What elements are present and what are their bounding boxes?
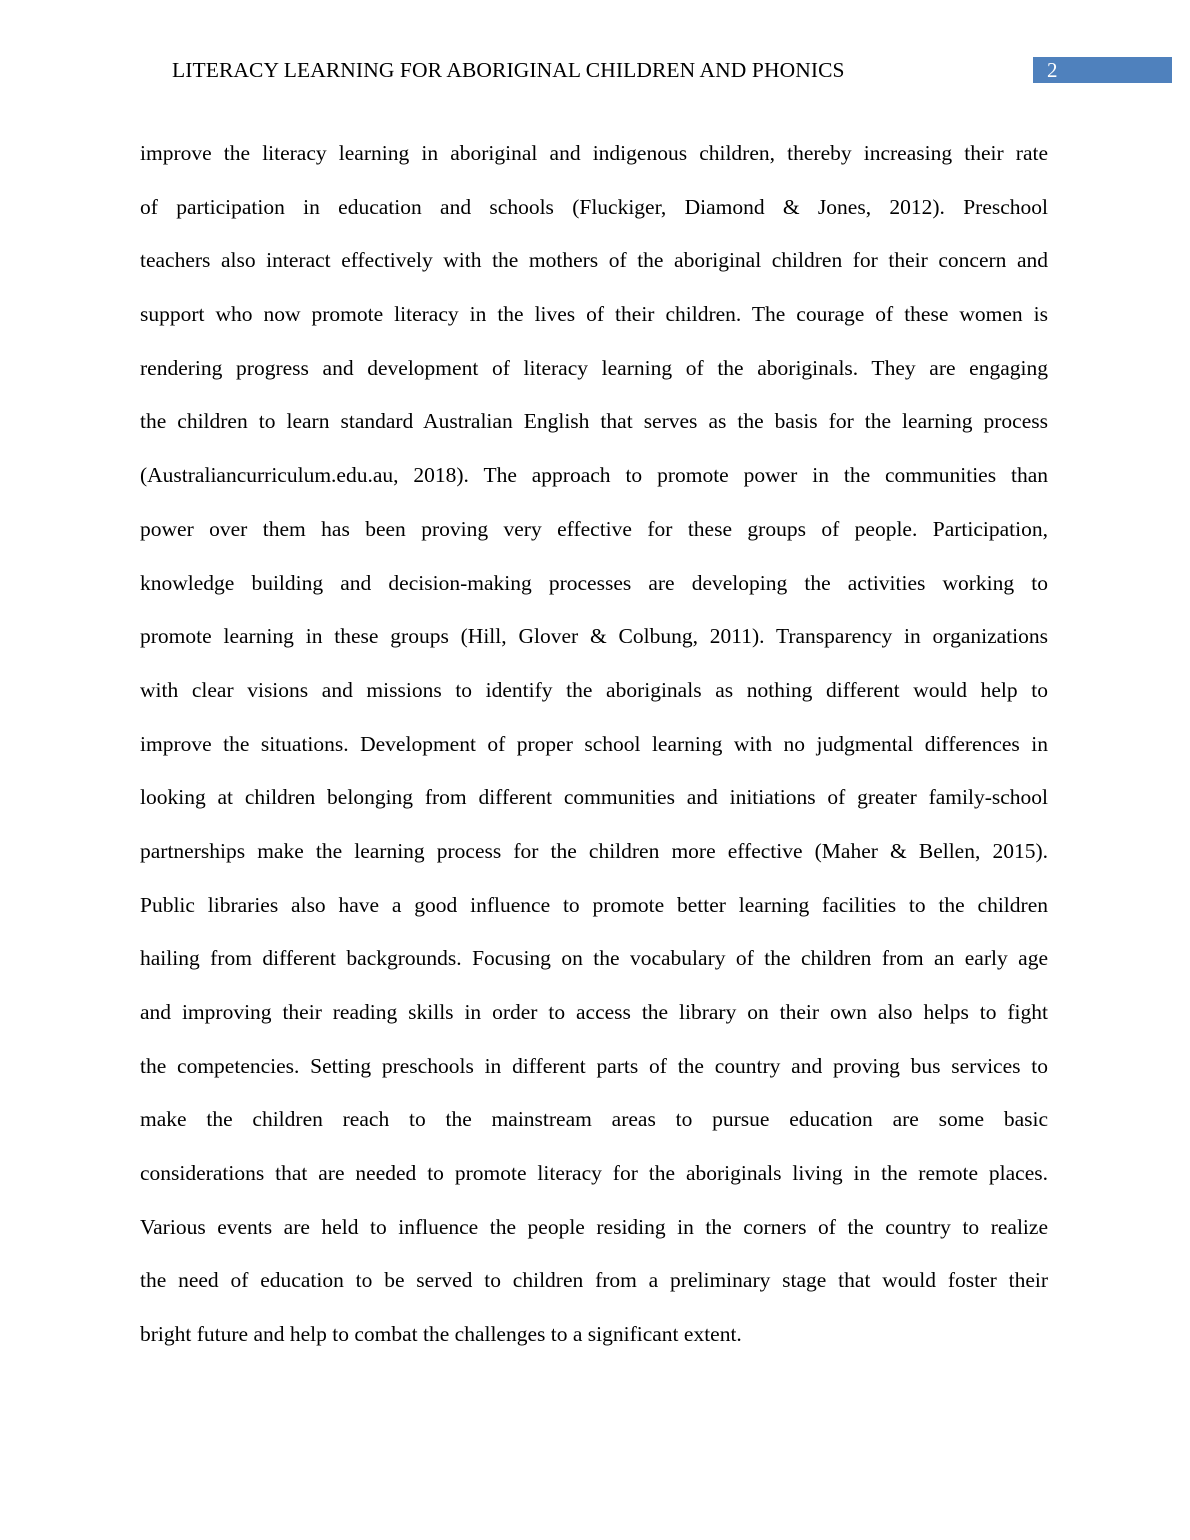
body-paragraph [140,127,1048,1362]
text-line: partnerships make the learning process for the children more effective (Maher & Bellen, 2015). [140,838,1048,863]
text-line: knowledge building and decision-making processes are developing the activities working to [140,570,1048,595]
text-line: the need of education to be served to children from a preliminary stage that would foster their [140,1268,1048,1293]
text-line: Various events are held to influence the people residing in the corners of the country to realize [140,1214,1048,1239]
text-line: of participation in education and schools (Fluckiger, Diamond & Jones, 2012). Preschool [140,194,1048,219]
page-number-box [1033,57,1172,83]
text-line: improve the situations. Development of proper school learning with no judgmental differences in [140,731,1048,756]
text-line: with clear visions and missions to identify the aboriginals as nothing different would help to [140,677,1048,702]
text-line-last: bright future and help to combat the challenges to a significant extent. [140,1322,742,1347]
text-line: hailing from different backgrounds. Focusing on the vocabulary of the children from an early age [140,946,1048,971]
text-line: looking at children belonging from different communities and initiations of greater family-school [140,785,1048,810]
text-line: considerations that are needed to promote literacy for the aboriginals living in the remote places. [140,1161,1048,1186]
running-head: LITERACY LEARNING FOR ABORIGINAL CHILDREN AND PHONICS [172,58,845,82]
text-line: rendering progress and development of literacy learning of the aboriginals. They are engaging [140,355,1048,380]
text-line: power over them has been proving very effective for these groups of people. Participation, [140,516,1048,541]
text-line: the children to learn standard Australian English that serves as the basis for the learning process [140,409,1048,434]
text-line: support who now promote literacy in the lives of their children. The courage of these women is [140,302,1048,327]
text-line: the competencies. Setting preschools in different parts of the country and proving bus services to [140,1053,1048,1078]
text-line: Public libraries also have a good influence to promote better learning facilities to the children [140,892,1048,917]
text-line: (Australiancurriculum.edu.au, 2018). The approach to promote power in the communities than [140,463,1048,488]
text-line: make the children reach to the mainstream areas to pursue education are some basic [140,1107,1048,1132]
text-line: and improving their reading skills in order to access the library on their own also helps to fight [140,1000,1048,1024]
text-line: promote learning in these groups (Hill, Glover & Colbung, 2011). Transparency in organizations [140,624,1048,649]
text-line: teachers also interact effectively with the mothers of the aboriginal children for their concern and [140,248,1048,273]
page-number: 2 [1047,58,1058,82]
text-line: improve the literacy learning in aboriginal and indigenous children, thereby increasing their rate [140,141,1048,165]
